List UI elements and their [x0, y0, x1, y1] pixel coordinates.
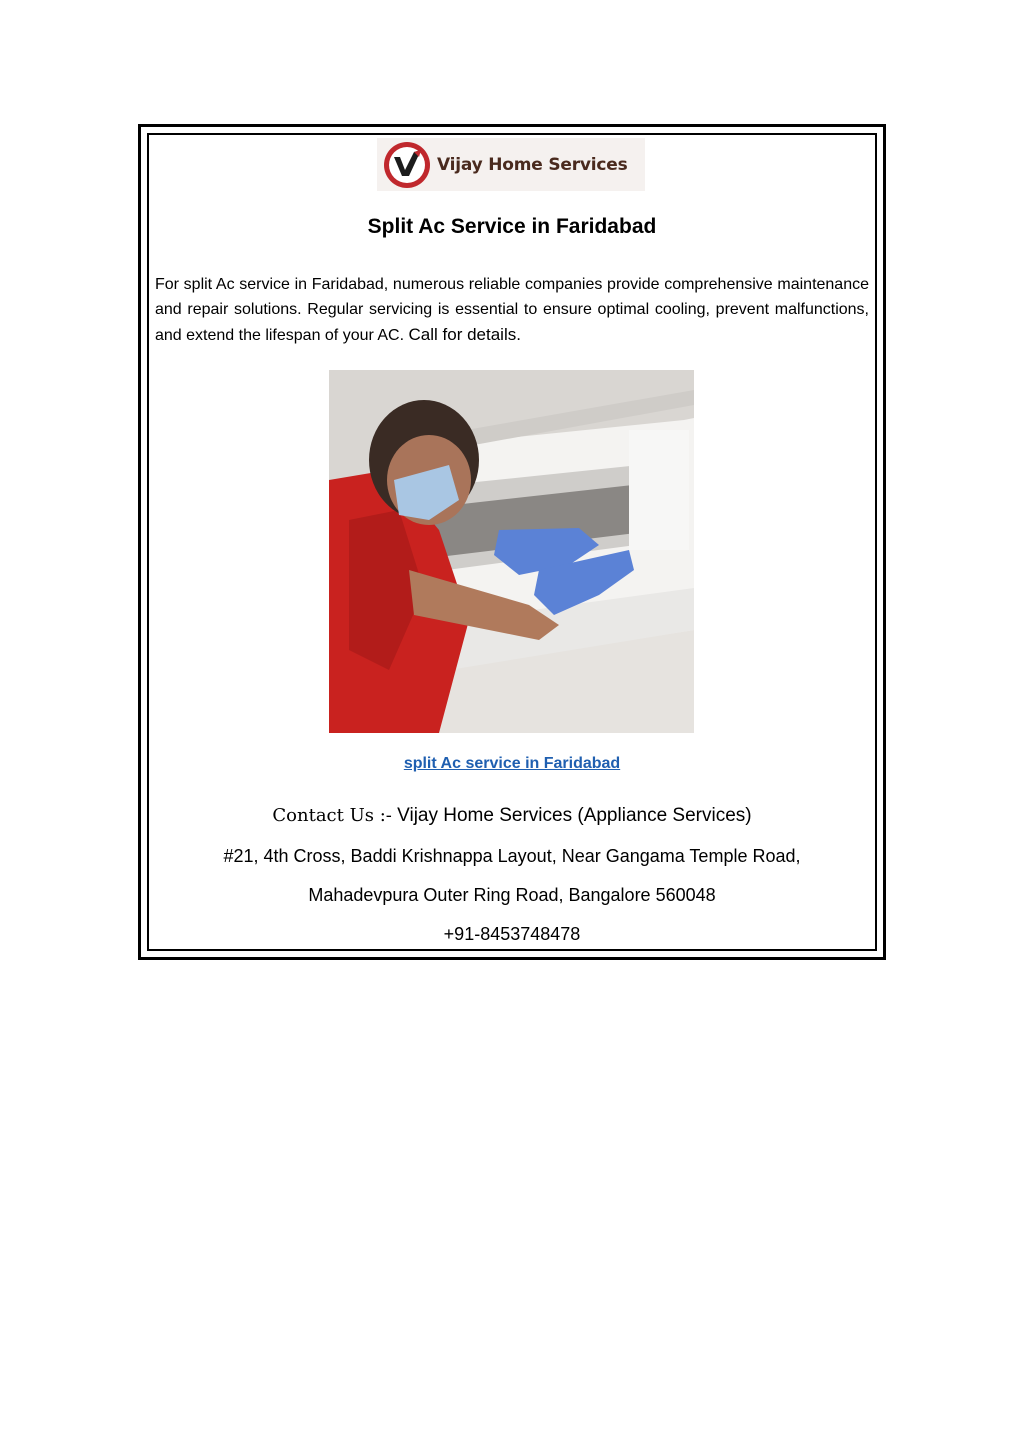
intro-paragraph: [155, 272, 869, 348]
contact-line: [150, 805, 874, 827]
logo-text: Vijay Home Services: [437, 154, 628, 175]
phone-number: +91-8453748478: [443, 924, 581, 944]
technician-servicing-ac-photo: [329, 370, 694, 733]
intro-text: For split Ac service in Faridabad, numerous reliable companies provide comprehensive maintenance and repair solutions. Regular servicing is essential to ensure optimal cooling, prevent malfunctions, and extend the lifespan of your AC.: [155, 276, 869, 344]
logo-emblem-icon: [381, 140, 433, 190]
contact-company: Vijay Home Services (Appliance Services): [397, 805, 752, 826]
page-title: Split Ac Service in Faridabad: [367, 215, 657, 238]
contact-label: Contact Us :-: [272, 805, 392, 826]
address-line-2: Mahadevpura Outer Ring Road, Bangalore 560048: [308, 885, 716, 905]
intro-call: Call for details.: [408, 325, 521, 344]
address-line-1: #21, 4th Cross, Baddi Krishnappa Layout, Near Gangama Temple Road,: [223, 846, 801, 866]
company-logo: [377, 138, 645, 191]
service-link[interactable]: split Ac service in Faridabad: [403, 755, 621, 772]
